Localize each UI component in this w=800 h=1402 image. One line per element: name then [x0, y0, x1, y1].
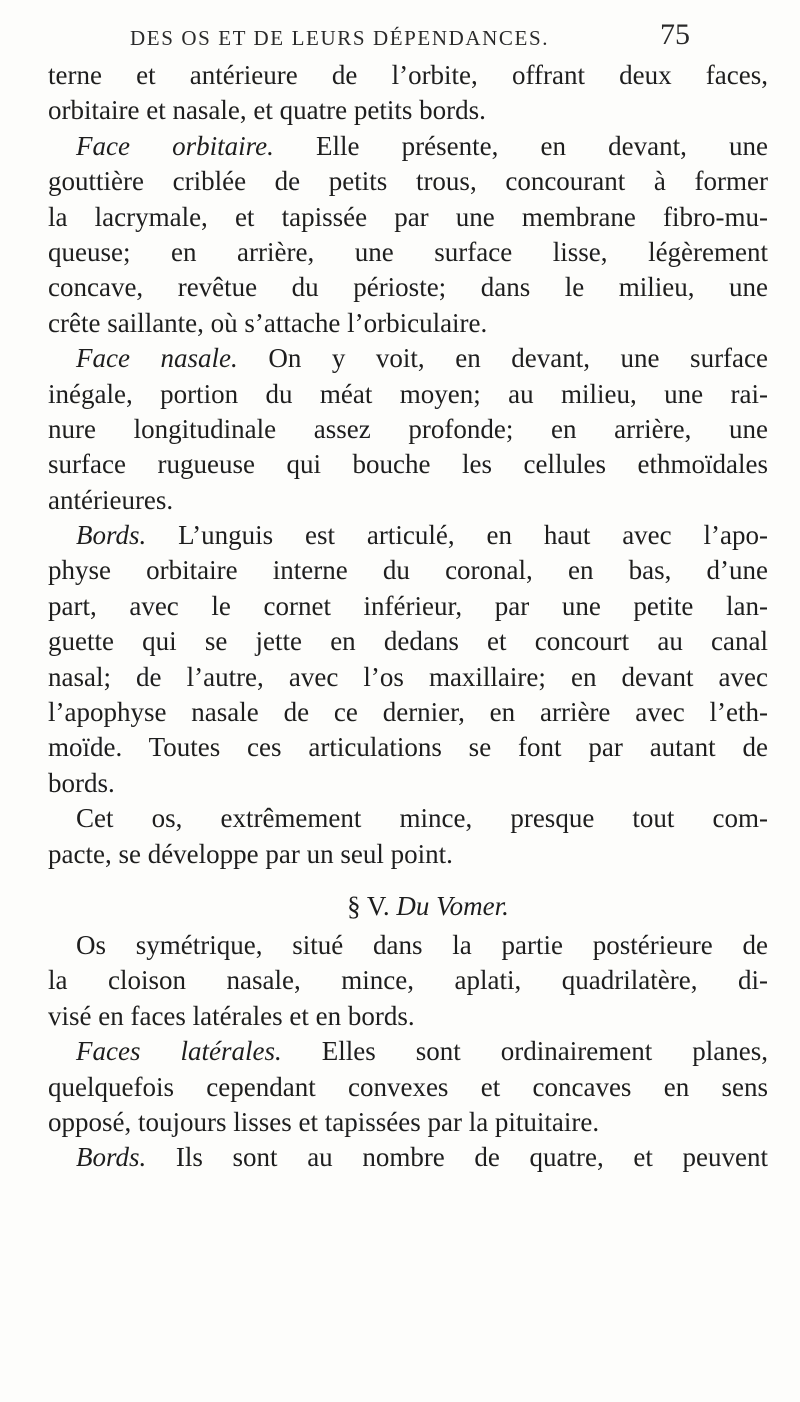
text-line: orbitaire et nasale, et quatre petits bords.: [48, 95, 486, 126]
text-line: bords.: [48, 767, 115, 798]
text-run: Elle présente, en devant, une: [273, 130, 768, 161]
text-line: guette qui se jette en dedans et concourt au canal: [48, 626, 768, 657]
text-line: [48, 1034, 768, 1069]
section-heading: [48, 884, 768, 928]
text-run: Elles sont ordinairement planes,: [281, 1036, 768, 1067]
spacer: [48, 872, 768, 884]
text-line: inégale, portion du méat moyen; au milieu, une rai-: [48, 378, 768, 409]
section-number: § V.: [347, 890, 390, 921]
text-run: L’unguis est articulé, en haut avec l’apo-: [146, 520, 768, 551]
text-line: concave, revêtue du périoste; dans le milieu, une: [48, 272, 768, 303]
paragraph: [48, 801, 768, 872]
text-line: opposé, toujours lisses et tapissées par la pituitaire.: [48, 1106, 600, 1137]
running-head: DES OS ET DE LEURS DÉPENDANCES.: [130, 26, 550, 50]
paragraph-heading: Bords.: [76, 520, 147, 551]
paragraph-heading: Bords.: [76, 1142, 147, 1173]
text-line: gouttière criblée de petits trous, concourant à former: [48, 166, 768, 197]
section-title: Du Vomer.: [396, 890, 509, 921]
text-run: Ils sont au nombre de quatre, et peuvent: [146, 1142, 768, 1173]
text-run: On y voit, en devant, une surface: [237, 343, 769, 374]
text-line: physe orbitaire interne du coronal, en bas, d’une: [48, 555, 768, 586]
text-line: [48, 518, 768, 553]
text-line: [48, 341, 768, 376]
text-line: terne et antérieure de l’orbite, offrant deux faces,: [48, 60, 768, 90]
paragraph-bords: [48, 518, 768, 801]
paragraph-bords-vomer: [48, 1140, 768, 1175]
text-line: part, avec le cornet inférieur, par une petite lan-: [48, 590, 768, 621]
text-line: [48, 129, 768, 164]
paragraph-vomer-intro: [48, 928, 768, 1034]
body-text: [48, 58, 768, 1176]
text-line: la lacrymale, et tapissée par une membrane fibro-mu-: [48, 201, 768, 232]
text-line: l’apophyse nasale de ce dernier, en arrière avec l’eth-: [48, 697, 768, 728]
text-line: nure longitudinale assez profonde; en arrière, une: [48, 413, 768, 444]
text-line: pacte, se développe par un seul point.: [48, 838, 453, 869]
text-line: nasal; de l’autre, avec l’os maxillaire; en devant avec: [48, 661, 768, 692]
text-line: [48, 1140, 768, 1175]
paragraph-heading: Faces latérales.: [76, 1036, 282, 1067]
paragraph-face-orbitaire: [48, 129, 768, 341]
text-line: moïde. Toutes ces articulations se font par autant de: [48, 732, 768, 763]
text-line: Os symétrique, situé dans la partie postérieure de: [76, 929, 768, 960]
text-line: quelquefois cependant convexes et concaves en sens: [48, 1071, 768, 1102]
paragraph-face-nasale: [48, 341, 768, 518]
text-line: crête saillante, où s’attache l’orbiculaire.: [48, 307, 488, 338]
text-line: antérieures.: [48, 484, 174, 515]
page-header: [130, 18, 690, 58]
paragraph: [48, 58, 768, 129]
paragraph-faces-laterales: [48, 1034, 768, 1140]
text-line: visé en faces latérales et en bords.: [48, 1000, 415, 1031]
text-line: queuse; en arrière, une surface lisse, légèrement: [48, 236, 768, 267]
paragraph-heading: Face nasale.: [76, 343, 238, 374]
page-number: 75: [660, 18, 690, 51]
paragraph-heading: Face orbitaire.: [76, 130, 274, 161]
text-line: surface rugueuse qui bouche les cellules ethmoïdales: [48, 449, 768, 480]
text-line: la cloison nasale, mince, aplati, quadrilatère, di-: [48, 965, 768, 996]
text-line: Cet os, extrêmement mince, presque tout com-: [76, 803, 768, 834]
